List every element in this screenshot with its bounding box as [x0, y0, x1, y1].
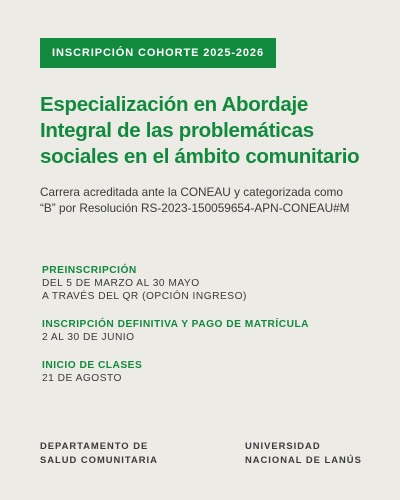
section-heading: INICIO DE CLASES — [42, 360, 143, 371]
section-inscripcion-definitiva — [42, 318, 372, 344]
footer-line: NACIONAL DE LANÚS — [245, 454, 362, 465]
footer-department — [40, 439, 158, 467]
page-title — [40, 92, 385, 170]
cohort-banner: INSCRIPCIÓN COHORTE 2025-2026 — [40, 38, 276, 68]
title-line: sociales en el ámbito comunitario — [40, 145, 360, 168]
footer-line: UNIVERSIDAD — [245, 440, 321, 451]
section-inicio-clases — [42, 359, 372, 385]
subtitle-line: “B” por Resolución RS-2023-150059654-APN-CONEAU#M — [40, 201, 350, 215]
section-heading: INSCRIPCIÓN DEFINITIVA Y PAGO DE MATRÍCULA — [42, 319, 310, 330]
section-line: DEL 5 DE MARZO AL 30 MAYO — [42, 278, 200, 289]
subtitle-line: Carrera acreditada ante la CONEAU y categorizada como — [40, 185, 343, 199]
title-line: Especialización en Abordaje — [40, 93, 308, 116]
footer-line: DEPARTAMENTO DE — [40, 440, 149, 451]
section-line: 21 DE AGOSTO — [42, 373, 122, 384]
section-heading: PREINSCRIPCIÓN — [42, 265, 137, 276]
footer-university — [245, 439, 362, 467]
section-line: A TRAVÉS DEL QR (OPCIÓN INGRESO) — [42, 291, 247, 302]
footer-line: SALUD COMUNITARIA — [40, 454, 158, 465]
accreditation-note — [40, 184, 390, 216]
section-preinscripcion — [42, 264, 372, 303]
title-line: Integral de las problemáticas — [40, 119, 314, 142]
section-line: 2 AL 30 DE JUNIO — [42, 332, 135, 343]
